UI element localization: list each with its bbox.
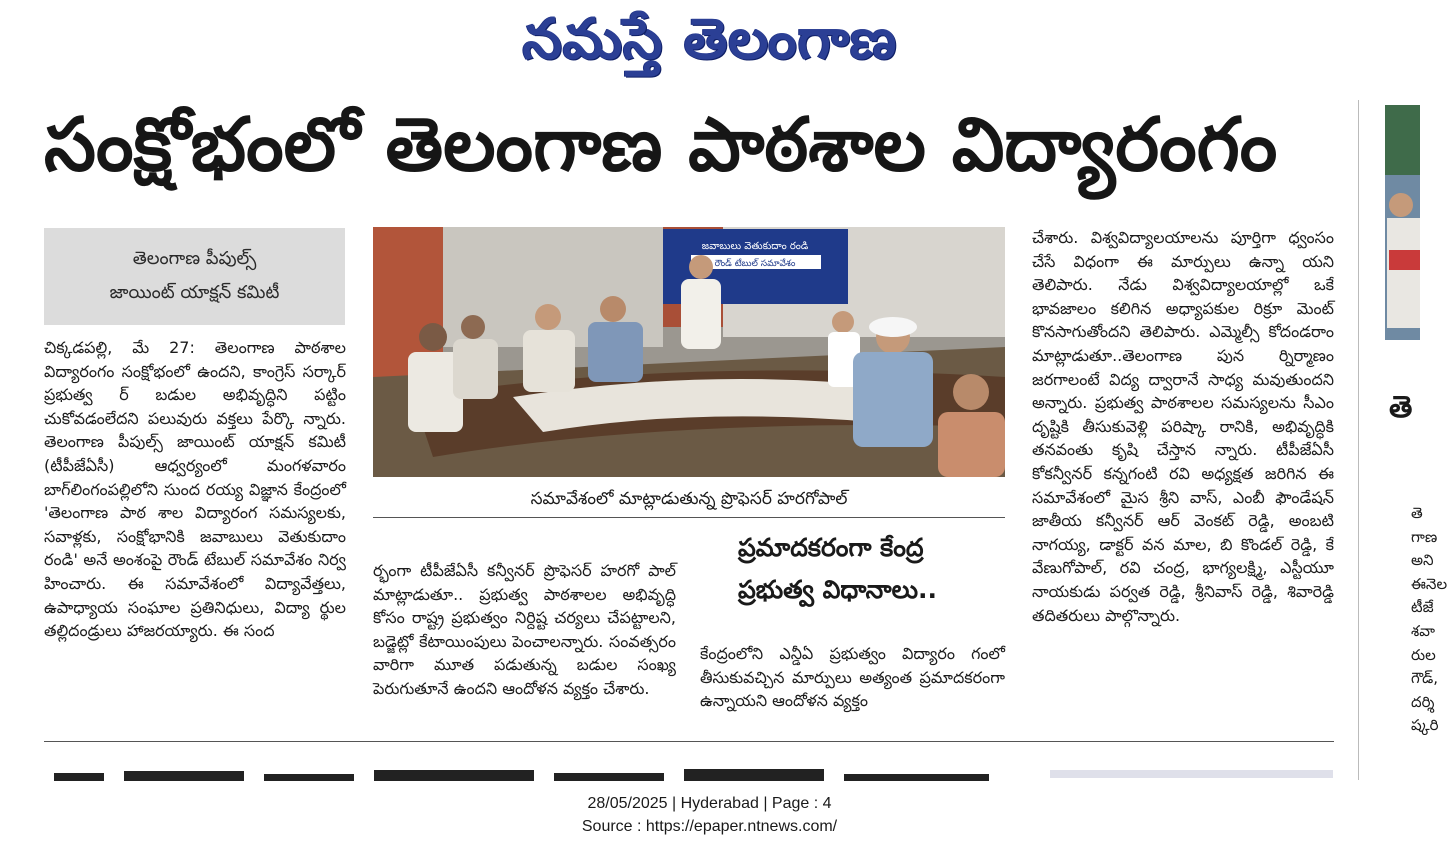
- adjacent-article-line: శవా: [1411, 621, 1435, 640]
- adjacent-article-line: రుల: [1411, 645, 1436, 664]
- article-column-2: ర్భంగా టీపీజేఏసీ కన్వీనర్ ప్రొఫెసర్ హరగో పాల్ మాట్లాడుతూ.. ప్రభుత్వ పాఠశాలల అభివృద్ధి కోసం రాష్ట్ర ప్రభుత్వం నిర్దిష్ట చర్యలు చేపట్టాలని, బడ్జెట్లో కేటాయింపులు పెంచాలన్నారు. సంవత్సరం వారిగా మూత పడుతున్న బడుల సంఖ్య పెరుగుతూనే ఉందని ఆందోళన వ్యక్తం చేశారు.: [373, 561, 676, 698]
- banner-line-1: జవాబులు వెతుకుదాం రండి: [701, 241, 809, 252]
- adjacent-article-line: ఈనెల: [1411, 574, 1447, 593]
- adjacent-article-line: అని: [1411, 551, 1434, 570]
- next-article-shaded-box: [1050, 770, 1333, 778]
- byline-line-1: తెలంగాణ పీపుల్స్: [132, 248, 257, 269]
- adjacent-article-line: టీజే: [1411, 598, 1434, 617]
- adjacent-article-line: ష్కరి: [1411, 716, 1439, 735]
- byline-line-2: జాయింట్ యాక్షన్ కమిటీ: [109, 282, 280, 303]
- adjacent-article-line: దర్శి: [1411, 692, 1435, 711]
- footer-date-line: 28/05/2025 | Hyderabad | Page : 4: [587, 795, 832, 812]
- banner-line-2: రౌండ్ టేబుల్ సమావేశం: [714, 259, 796, 269]
- article-column-1: చిక్కడపల్లి, మే 27: తెలంగాణ పాఠశాల విద్యారంగం సంక్షోభంలో ఉందని, కాంగ్రెస్ సర్కార్ ప్రభుత్వ ర్ బడుల అభివృద్ధిని పట్టిం చుకోవడంలేదని పలువురు వక్తలు పేర్కొ న్నారు. తెలంగాణ పీపుల్స్ జాయింట్ యాక్షన్ కమిటీ (టీపీజేఏసీ) ఆధ్వర్యంలో మంగళవారం బాగ్‌లింగంపల్లిలోని సుంద రయ్య విజ్ఞాన కేంద్రంలో 'తెలంగాణ పాఠ శాల విద్యారంగ సమస్యలకు, సవాళ్లకు, సంక్షోభానికి జవాబులు వెతుకుదాం రండి' అనే అంశంపై రౌండ్ టేబుల్ సమావేశం నిర్వ హించారు. ఈ సమావేశంలో విద్యావేత్తలు, ఉపాధ్యాయ సంఘాల ప్రతినిధులు, విద్యా ర్థుల తల్లిదండ్రులు హాజరయ్యారు. ఈ సంద: [44, 338, 346, 641]
- article-subheading: [738, 527, 978, 623]
- adjacent-article-strip: [1358, 100, 1447, 780]
- adjacent-article-line: గాణ: [1411, 527, 1438, 546]
- subheading-line-2: ప్రభుత్వ విధానాలు..: [738, 575, 937, 604]
- article-headline: సంక్షోభంలో తెలంగాణ పాఠశాల విద్యారంగం: [44, 102, 1278, 188]
- adjacent-article-photo: [1359, 100, 1420, 340]
- meeting-photo-illustration: [373, 227, 1005, 477]
- article-bottom-rule: [44, 741, 1334, 742]
- adjacent-article-line: తె: [1411, 504, 1423, 522]
- newspaper-masthead: నమస్తే తెలంగాణ: [522, 7, 898, 72]
- subheading-line-1: ప్రమాదకరంగా కేంద్ర: [738, 533, 924, 562]
- adjacent-article-line: గౌడ్,: [1411, 669, 1438, 688]
- byline-box: [44, 228, 345, 325]
- adjacent-article-heading: తె: [1389, 390, 1413, 425]
- footer-source-line: Source : https://epaper.ntnews.com/: [581, 818, 838, 835]
- adjacent-article-text: [1411, 502, 1447, 738]
- article-column-3: కేంద్రంలోని ఎన్డీఏ ప్రభుత్వం విద్యారం గంలో తీసుకువచ్చిన మార్పులు అత్యంత ప్రమాదకరంగా ఉన్నాయని ఆందోళన వ్యక్తం: [700, 644, 1005, 711]
- next-article-headline-cutoff: [54, 766, 989, 778]
- article-column-4: చేశారు. విశ్వవిద్యాలయాలను పూర్తిగా ధ్వంసం చేసే విధంగా ఈ మార్పులు ఉన్నా యని తెలిపారు. నేడు విశ్వవిద్యాలయాల్లో ఒకే భావజాలం కలిగిన అధ్యాపకుల రిక్రూ మెంట్ కొనసాగుతోందని తెలిపారు. ఎమ్మెల్సీ కోదండరాం మాట్లాడుతూ..తెలంగాణ పున ర్నిర్మాణం జరగాలంటే విద్య ద్వారానే సాధ్య మవుతుందని అన్నారు. ప్రభుత్వ పాఠశాలల సమస్యలను సీఎం దృష్టికి తీసుకువెళ్లి పరిష్కా రానికి, అభివృద్ధికి తనవంతు కృషి చేస్తాన న్నారు. టీపీజేఏసీ కోకన్వీనర్ కన్నగంటి రవి అధ్యక్షత జరిగిన ఈ సమావేశంలో మైస శ్రీని వాస్, ఎంబీ ఫౌండేషన్ జాతీయ కన్వీనర్ ఆర్ వెంకట్ రెడ్డి, అంబటి నాగయ్య, డాక్టర్ వన మాల, బి కొండల్ రెడ్డి, కే వేణుగోపాల్, రవి చంద్ర, భాగ్యలక్ష్మి, ఎస్టీయూ నాయకుడు పర్వత రెడ్డి, శ్రీనివాస్ రెడ్డి, శివారెడ్డి తదితరులు పాల్గొన్నారు.: [1032, 228, 1334, 625]
- article-photo: [373, 227, 1005, 477]
- photo-caption: సమావేశంలో మాట్లాడుతున్న ప్రొఫెసర్ హరగోపాల్: [373, 481, 1005, 518]
